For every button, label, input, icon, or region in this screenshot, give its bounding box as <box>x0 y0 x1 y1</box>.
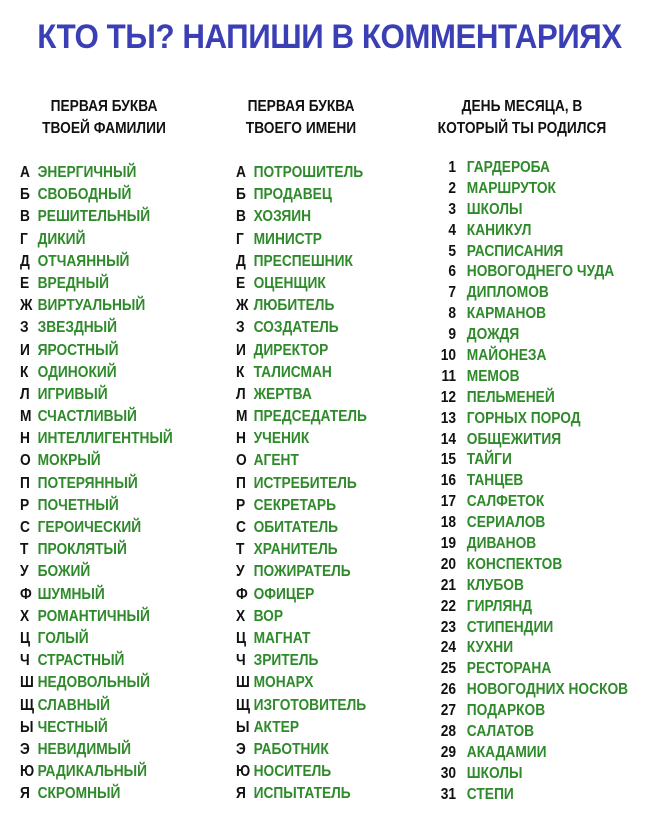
column-header-line: ДЕНЬ МЕСЯЦА, В <box>461 98 583 115</box>
list-item-key: С <box>236 519 246 536</box>
list-item-value: ГОЛЫЙ <box>37 629 89 647</box>
list-item-value: ПОЖИРАТЕЛЬ <box>253 563 351 581</box>
list-item <box>432 283 628 304</box>
list-item-value: ЗРИТЕЛЬ <box>253 652 319 670</box>
list-item <box>236 362 367 384</box>
list-item-key: Г <box>20 230 28 248</box>
list-item <box>236 761 367 783</box>
list-item <box>432 680 628 701</box>
list-item <box>432 325 628 346</box>
list-item <box>432 743 628 764</box>
list-item-key: Б <box>236 186 246 204</box>
list-item <box>20 428 173 450</box>
list-item-value: СЕРИАЛОВ <box>466 514 546 532</box>
list-item-value: ХРАНИТЕЛЬ <box>253 541 338 559</box>
list-item <box>236 251 367 273</box>
list-item <box>432 764 628 785</box>
list-item-key: Ж <box>236 297 249 315</box>
list-item-key: 8 <box>448 305 457 323</box>
list-item-value: СТЕПИ <box>466 785 514 803</box>
list-item <box>236 295 367 317</box>
list-item <box>432 576 628 597</box>
list-item-key: Ю <box>236 763 251 781</box>
list-item-key: Р <box>20 496 30 514</box>
list-item-value: СВОБОДНЫЙ <box>37 186 132 204</box>
list-item <box>236 450 367 472</box>
list-item-value: ЭНЕРГИЧНЫЙ <box>37 164 137 181</box>
list-item-key: 20 <box>440 555 457 573</box>
list-item-value: КОНСПЕКТОВ <box>466 555 563 573</box>
list-item-value: ПОТЕРЯННЫЙ <box>37 474 138 492</box>
list-item <box>236 739 367 761</box>
list-item <box>236 428 367 450</box>
list-item <box>432 158 628 179</box>
list-item <box>432 262 628 283</box>
list-item <box>20 695 173 717</box>
list-item-key: 4 <box>448 221 457 239</box>
list-item-value: КАНИКУЛ <box>466 221 532 239</box>
list-item-value: РАБОТНИК <box>253 740 329 758</box>
page-title: КТО ТЫ? НАПИШИ В КОММЕНТАРИЯХ <box>37 18 622 56</box>
list-item <box>20 672 173 694</box>
list-item <box>20 473 173 495</box>
list-item-key: Ч <box>20 652 30 670</box>
list-item-key: 19 <box>440 535 457 553</box>
list-item <box>432 346 628 367</box>
list-item <box>432 785 628 806</box>
list-item-key: В <box>236 208 246 226</box>
list-item <box>236 517 367 539</box>
list-item-key: М <box>20 408 32 426</box>
list-item <box>20 584 173 606</box>
list-item <box>236 495 367 517</box>
list-item-value: ВОР <box>253 607 284 625</box>
list-item-value: ОТЧАЯННЫЙ <box>37 252 130 270</box>
list-item <box>20 184 173 206</box>
list-item-value: ИСТРЕБИТЕЛЬ <box>253 474 357 492</box>
list-item-key: Щ <box>20 696 35 714</box>
list-item <box>432 597 628 618</box>
list-item-key: Ы <box>236 718 250 736</box>
list-item <box>20 384 173 406</box>
list-item-key: Ф <box>236 585 248 603</box>
list-item <box>236 473 367 495</box>
list-item <box>432 722 628 743</box>
list-item <box>432 638 628 659</box>
list-item-value: СТИПЕНДИИ <box>466 618 554 636</box>
list-item-key: Ю <box>20 763 35 781</box>
column-header-line: ПЕРВАЯ БУКВА <box>50 98 158 115</box>
list-item <box>20 561 173 583</box>
list-item-value: ПОДАРКОВ <box>466 702 546 720</box>
list-item-value: ГАРДЕРОБА <box>466 159 550 176</box>
list-item <box>432 388 628 409</box>
list-item-value: ВИРТУАЛЬНЫЙ <box>37 297 146 315</box>
list-item-value: ШКОЛЫ <box>466 200 523 218</box>
list-item <box>20 317 173 339</box>
list-item <box>432 367 628 388</box>
list-item-key: 1 <box>448 159 457 176</box>
list-item <box>432 513 628 534</box>
list-item-key: 27 <box>440 702 457 720</box>
list-item-key: К <box>20 363 29 381</box>
list-item-value: ДИКИЙ <box>37 230 86 248</box>
list-item-key: Ш <box>20 674 34 692</box>
list-item <box>236 628 367 650</box>
list-item <box>236 340 367 362</box>
list-item <box>20 628 173 650</box>
list-item-key: К <box>236 363 245 381</box>
genitive-list <box>432 158 659 806</box>
list-item-key: Ш <box>236 674 250 692</box>
column-header-surname <box>35 96 173 140</box>
list-item-key: 29 <box>440 743 457 761</box>
list-item-key: 7 <box>448 284 457 302</box>
list-item-value: ПРОКЛЯТЫЙ <box>37 541 127 559</box>
list-item <box>236 206 367 228</box>
list-item-value: ЯРОСТНЫЙ <box>37 341 119 359</box>
list-item <box>20 229 173 251</box>
list-item-key: 14 <box>440 430 457 448</box>
list-item-key: 24 <box>440 639 457 657</box>
list-item-value: МОНАРХ <box>253 674 314 692</box>
list-item <box>20 539 173 561</box>
list-item <box>20 783 173 805</box>
list-item-key: Т <box>20 541 29 559</box>
list-item-value: НОВОГОДНЕГО ЧУДА <box>466 263 615 281</box>
list-item-key: П <box>20 474 30 492</box>
birth-day-column <box>420 96 659 803</box>
list-item-key: У <box>236 563 245 581</box>
column-header-name <box>245 96 357 140</box>
list-item <box>432 221 628 242</box>
list-item-value: АКТЕР <box>253 718 300 736</box>
list-item-key: И <box>20 341 30 359</box>
list-item-value: СЧАСТЛИВЫЙ <box>37 408 137 426</box>
list-item-key: 11 <box>441 367 457 385</box>
list-item-value: САЛФЕТОК <box>466 493 545 511</box>
list-item-value: ОБИТАТЕЛЬ <box>253 519 338 536</box>
list-item-value: АГЕНТ <box>253 452 299 470</box>
list-item-value: ОФИЦЕР <box>253 585 315 603</box>
list-item-key: 17 <box>440 493 457 511</box>
list-item-key: 2 <box>448 179 457 197</box>
list-item-key: 13 <box>440 409 457 427</box>
list-item <box>432 471 628 492</box>
list-item-key: Г <box>236 230 244 248</box>
list-item-key: Ф <box>20 585 32 603</box>
list-item <box>432 555 628 576</box>
list-item-value: КУХНИ <box>466 639 514 657</box>
list-item <box>432 200 628 221</box>
list-item-key: Ы <box>20 718 34 736</box>
list-item <box>20 717 173 739</box>
list-item-value: НЕВИДИМЫЙ <box>37 740 132 758</box>
list-item-value: КАРМАНОВ <box>466 305 547 323</box>
list-item <box>236 273 367 295</box>
list-item-value: РЕСТОРАНА <box>466 660 552 678</box>
list-item-value: ОБЩЕЖИТИЯ <box>466 430 562 448</box>
list-item <box>20 517 173 539</box>
list-item-value: ПЕЛЬМЕНЕЙ <box>466 388 555 406</box>
list-item <box>432 430 628 451</box>
list-item-key: 26 <box>440 681 457 699</box>
list-item-value: СКРОМНЫЙ <box>37 785 121 803</box>
list-item-value: ПОТРОШИТЕЛЬ <box>253 164 364 181</box>
list-item <box>432 534 628 555</box>
surname-letter-column <box>20 96 200 803</box>
list-item-key: Ж <box>20 297 33 315</box>
list-item-key: 12 <box>440 388 457 406</box>
list-item-value: РЕШИТЕЛЬНЫЙ <box>37 208 151 226</box>
list-item-key: М <box>236 408 248 426</box>
list-item-key: А <box>20 164 30 181</box>
list-item <box>236 561 367 583</box>
list-item <box>236 539 367 561</box>
list-item <box>432 450 628 471</box>
list-item <box>236 162 367 184</box>
list-item <box>432 179 628 200</box>
list-item-value: СЛАВНЫЙ <box>37 696 111 714</box>
list-item-key: Щ <box>236 696 251 714</box>
list-item <box>236 584 367 606</box>
list-item-value: МЕМОВ <box>466 367 520 385</box>
list-item-key: 25 <box>440 660 457 678</box>
list-item-value: МАГНАТ <box>253 629 311 647</box>
list-item <box>20 362 173 384</box>
list-item-value: ТАЙГИ <box>466 451 512 469</box>
list-item <box>236 317 367 339</box>
list-item-key: 5 <box>448 242 457 260</box>
list-item <box>20 295 173 317</box>
list-item <box>20 406 173 428</box>
list-item-value: ДИРЕКТОР <box>253 341 329 359</box>
list-item-key: О <box>236 452 247 470</box>
list-item-value: ИЗГОТОВИТЕЛЬ <box>253 696 367 714</box>
list-item-value: МАЙОНЕЗА <box>466 347 547 365</box>
list-item <box>20 162 173 184</box>
list-item <box>20 340 173 362</box>
list-item-value: СЕКРЕТАРЬ <box>253 496 337 514</box>
list-item-key: Р <box>236 496 246 514</box>
list-item-value: ПРЕДСЕДАТЕЛЬ <box>253 408 367 426</box>
list-item-value: ШУМНЫЙ <box>37 585 105 603</box>
list-item-key: З <box>236 319 245 337</box>
list-item-key: 16 <box>440 472 457 490</box>
list-item-value: ОЦЕНЩИК <box>253 274 326 292</box>
list-item-value: ИНТЕЛЛИГЕНТНЫЙ <box>37 430 173 448</box>
list-item-key: 22 <box>440 597 457 615</box>
list-item <box>432 659 628 680</box>
list-item <box>432 409 628 430</box>
list-item-key: О <box>20 452 31 470</box>
list-item-value: САЛАТОВ <box>466 723 535 741</box>
list-item-key: 15 <box>440 451 457 469</box>
list-item-value: ПОЧЕТНЫЙ <box>37 496 119 514</box>
list-item-value: ЖЕРТВА <box>253 385 312 403</box>
list-item-value: ЧЕСТНЫЙ <box>37 718 108 736</box>
list-item-value: ТАНЦЕВ <box>466 472 524 490</box>
list-item <box>236 184 367 206</box>
list-item-value: ДОЖДЯ <box>466 326 520 344</box>
list-item <box>236 650 367 672</box>
list-item <box>236 606 367 628</box>
list-item-key: Э <box>236 740 246 758</box>
list-item-key: 10 <box>440 347 457 365</box>
list-item-value: НЕДОВОЛЬНЫЙ <box>37 674 151 692</box>
list-item-value: НОВОГОДНИХ НОСКОВ <box>466 681 629 699</box>
adjective-list <box>20 162 198 805</box>
column-header-line: КОТОРЫЙ ТЫ РОДИЛСЯ <box>437 120 607 137</box>
list-item-key: Н <box>236 430 246 448</box>
column-header-line: ТВОЕГО ИМЕНИ <box>245 120 357 137</box>
list-item-value: ГОРНЫХ ПОРОД <box>466 409 581 427</box>
list-item-value: НОСИТЕЛЬ <box>253 763 332 781</box>
list-item-key: Е <box>20 274 30 292</box>
list-item-key: Ц <box>20 629 31 647</box>
list-item <box>20 606 173 628</box>
list-item-key: А <box>236 164 246 181</box>
list-item-value: ИГРИВЫЙ <box>37 385 108 403</box>
list-item <box>432 701 628 722</box>
list-item-key: 3 <box>448 200 457 218</box>
list-item <box>236 672 367 694</box>
list-item-value: РАДИКАЛЬНЫЙ <box>37 763 148 781</box>
list-item-value: ВРЕДНЫЙ <box>37 274 109 292</box>
list-item-key: Д <box>20 252 30 270</box>
list-item-key: П <box>236 474 246 492</box>
list-item <box>236 406 367 428</box>
list-item-key: Х <box>236 607 246 625</box>
list-item <box>20 495 173 517</box>
list-item-key: Ч <box>236 652 246 670</box>
list-item-key: 21 <box>440 576 457 594</box>
column-header-line: ПЕРВАЯ БУКВА <box>247 98 355 115</box>
list-item-value: ТАЛИСМАН <box>253 363 332 381</box>
list-item-key: Е <box>236 274 246 292</box>
list-item <box>236 229 367 251</box>
list-item-value: СТРАСТНЫЙ <box>37 652 125 670</box>
list-item <box>236 695 367 717</box>
list-item-value: ИСПЫТАТЕЛЬ <box>253 785 351 803</box>
list-item-value: МАРШРУТОК <box>466 179 556 197</box>
list-item-key: 31 <box>440 785 457 803</box>
list-item-key: Л <box>20 385 30 403</box>
list-item-value: ШКОЛЫ <box>466 764 523 782</box>
list-item <box>20 273 173 295</box>
column-header-day <box>436 96 608 140</box>
list-item <box>432 492 628 513</box>
list-item-key: 9 <box>448 326 457 344</box>
list-item-key: И <box>236 341 246 359</box>
list-item-value: АКАДАМИИ <box>466 743 547 761</box>
list-item-key: Я <box>236 785 246 803</box>
list-item-key: Л <box>236 385 246 403</box>
list-item-key: 30 <box>440 764 457 782</box>
list-item-value: МИНИСТР <box>253 230 322 248</box>
list-item <box>20 739 173 761</box>
list-item-key: С <box>20 519 30 536</box>
list-item-key: Т <box>236 541 245 559</box>
list-item-value: РАСПИСАНИЯ <box>466 242 564 260</box>
list-item-value: ЛЮБИТЕЛЬ <box>253 297 335 315</box>
list-item-key: З <box>20 319 29 337</box>
list-item-value: МОКРЫЙ <box>37 452 101 470</box>
list-item-key: 28 <box>440 723 457 741</box>
list-item-key: Д <box>236 252 246 270</box>
list-item-value: ПРОДАВЕЦ <box>253 186 332 204</box>
list-item-key: 18 <box>440 514 457 532</box>
list-item <box>432 242 628 263</box>
list-item-value: ЗВЕЗДНЫЙ <box>37 319 118 337</box>
list-item <box>432 304 628 325</box>
list-item-value: СОЗДАТЕЛЬ <box>253 319 339 337</box>
list-item <box>20 650 173 672</box>
list-item <box>236 384 367 406</box>
list-item <box>432 618 628 639</box>
list-item <box>20 251 173 273</box>
list-item-value: РОМАНТИЧНЫЙ <box>37 607 150 625</box>
list-item-key: Н <box>20 430 30 448</box>
list-item-key: Я <box>20 785 30 803</box>
list-item-value: УЧЕНИК <box>253 430 310 448</box>
list-item-key: В <box>20 208 30 226</box>
list-item <box>20 450 173 472</box>
column-header-line: ТВОЕЙ ФАМИЛИИ <box>42 120 166 137</box>
list-item <box>236 717 367 739</box>
list-item-key: Б <box>20 186 30 204</box>
list-item-key: 23 <box>440 618 457 636</box>
list-item-value: ОДИНОКИЙ <box>37 363 117 381</box>
name-letter-column <box>236 96 426 803</box>
list-item-key: Э <box>20 740 30 758</box>
list-item-key: Ц <box>236 629 247 647</box>
list-item-value: ДИПЛОМОВ <box>466 284 549 302</box>
list-item-value: ХОЗЯИН <box>253 208 312 226</box>
list-item-key: Х <box>20 607 30 625</box>
list-item <box>20 761 173 783</box>
noun-list <box>236 162 388 805</box>
list-item-value: ГЕРОИЧЕСКИЙ <box>37 519 142 536</box>
list-item <box>20 206 173 228</box>
list-item-key: 6 <box>448 263 457 281</box>
list-item-value: ГИРЛЯНД <box>466 597 533 615</box>
list-item-value: КЛУБОВ <box>466 576 524 594</box>
list-item-value: БОЖИЙ <box>37 563 91 581</box>
list-item-value: ДИВАНОВ <box>466 535 537 553</box>
list-item <box>236 783 367 805</box>
list-item-value: ПРЕСПЕШНИК <box>253 252 353 270</box>
list-item-key: У <box>20 563 29 581</box>
